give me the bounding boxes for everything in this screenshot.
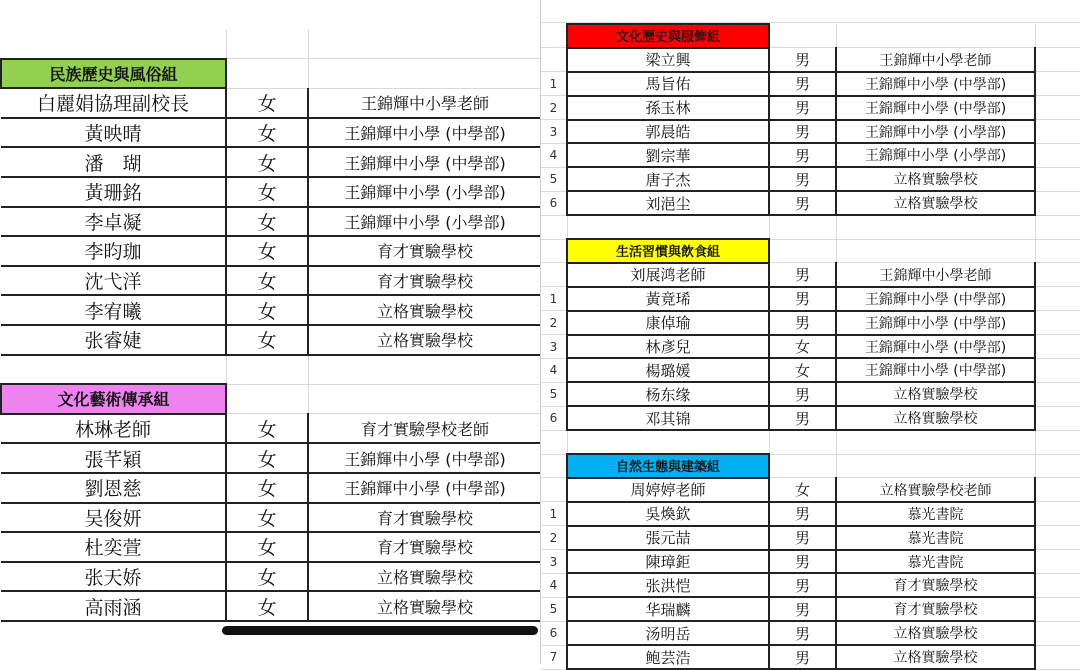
member-gender: 男 <box>769 406 836 430</box>
member-school: 立格實驗學校 <box>308 325 541 355</box>
row-index: 4 <box>541 573 567 597</box>
member-school: 王錦輝中小學 (中學部) <box>308 118 541 148</box>
table-row <box>541 502 1080 526</box>
member-school: 王錦輝中小學 (中學部) <box>836 358 1035 382</box>
table-row <box>541 573 1080 597</box>
member-name: 梁立興 <box>567 48 769 72</box>
member-gender: 女 <box>226 295 308 325</box>
row-index: 2 <box>541 526 567 550</box>
member-gender: 女 <box>226 266 308 296</box>
row-index: 6 <box>541 191 567 215</box>
row-index: 2 <box>541 96 567 120</box>
member-school: 立格實驗學校 <box>308 562 541 592</box>
member-school: 王錦輝中小學 (小學部) <box>836 120 1035 144</box>
member-school: 王錦輝中小學 (中學部) <box>836 311 1035 335</box>
table-row <box>1 147 541 177</box>
member-gender: 男 <box>769 645 836 669</box>
member-gender: 男 <box>769 143 836 167</box>
member-school: 立格實驗學校 <box>308 591 541 621</box>
table-row <box>541 48 1080 72</box>
group-title-arts-heritage: 文化藝術傳承組 <box>1 384 226 414</box>
member-gender: 男 <box>769 526 836 550</box>
member-school: 立格實驗學校 <box>836 382 1035 406</box>
member-name: 邓其锦 <box>567 406 769 430</box>
member-school: 王錦輝中小學老師 <box>308 88 541 118</box>
member-school: 王錦輝中小學 (中學部) <box>308 147 541 177</box>
member-school: 立格實驗學校老師 <box>836 478 1035 502</box>
member-gender: 女 <box>226 414 308 444</box>
table-row <box>541 382 1080 406</box>
table-row <box>541 143 1080 167</box>
member-name: 杜奕萱 <box>1 532 226 562</box>
member-gender: 女 <box>226 88 308 118</box>
table-row <box>541 263 1080 287</box>
member-gender: 男 <box>769 621 836 645</box>
table-row <box>1 266 541 296</box>
member-gender: 女 <box>226 147 308 177</box>
grid-row <box>1 30 541 59</box>
member-gender: 男 <box>769 120 836 144</box>
left-roster-body <box>1 30 541 621</box>
table-row <box>541 72 1080 96</box>
member-school: 立格實驗學校 <box>836 191 1035 215</box>
group-header-row <box>541 454 1080 478</box>
grid-row <box>541 430 1080 454</box>
member-school: 育才實驗學校老師 <box>308 414 541 444</box>
member-school: 王錦輝中小學 (中學部) <box>308 473 541 503</box>
table-row <box>1 503 541 533</box>
member-school: 育才實驗學校 <box>836 597 1035 621</box>
member-gender: 男 <box>769 550 836 574</box>
member-school: 育才實驗學校 <box>308 503 541 533</box>
member-gender: 男 <box>769 96 836 120</box>
member-name: 楊璐媛 <box>567 358 769 382</box>
group-header-row <box>1 59 541 89</box>
member-gender: 男 <box>769 263 836 287</box>
table-row <box>541 645 1080 669</box>
member-school: 王錦輝中小學 (小學部) <box>308 207 541 237</box>
table-row <box>541 96 1080 120</box>
row-index: 1 <box>541 502 567 526</box>
member-school: 王錦輝中小學 (中學部) <box>836 72 1035 96</box>
member-name: 劉宗華 <box>567 143 769 167</box>
member-name: 张睿婕 <box>1 325 226 355</box>
member-gender: 女 <box>226 236 308 266</box>
member-gender: 女 <box>769 335 836 359</box>
member-gender: 女 <box>226 562 308 592</box>
member-name: 杨东缘 <box>567 382 769 406</box>
table-row <box>541 311 1080 335</box>
table-row <box>1 118 541 148</box>
member-name: 孫玉林 <box>567 96 769 120</box>
right-roster-table <box>541 23 1080 670</box>
table-row <box>1 177 541 207</box>
group-header-row <box>541 24 1080 48</box>
row-index <box>541 263 567 287</box>
member-name: 吳煥欽 <box>567 502 769 526</box>
member-name: 陳璋鉅 <box>567 550 769 574</box>
member-name: 林琳老師 <box>1 414 226 444</box>
right-roster-body <box>541 24 1080 669</box>
member-gender: 女 <box>769 358 836 382</box>
table-row <box>541 621 1080 645</box>
member-school: 王錦輝中小學 (小學部) <box>308 177 541 207</box>
member-school: 慕光書院 <box>836 550 1035 574</box>
grid-line <box>541 0 1080 23</box>
member-gender: 女 <box>226 591 308 621</box>
table-row <box>1 473 541 503</box>
member-school: 育才實驗學校 <box>836 573 1035 597</box>
member-school: 育才實驗學校 <box>308 532 541 562</box>
member-gender: 男 <box>769 48 836 72</box>
member-name: 郭晨皓 <box>567 120 769 144</box>
table-row <box>1 414 541 444</box>
member-name: 唐子杰 <box>567 167 769 191</box>
member-school: 王錦輝中小學 (中學部) <box>836 335 1035 359</box>
row-index: 5 <box>541 167 567 191</box>
group-header-row <box>1 384 541 414</box>
member-name: 康倬瑜 <box>567 311 769 335</box>
member-school: 立格實驗學校 <box>836 167 1035 191</box>
table-row <box>541 478 1080 502</box>
member-gender: 女 <box>226 503 308 533</box>
member-name: 汤明岳 <box>567 621 769 645</box>
member-school: 王錦輝中小學 (中學部) <box>308 443 541 473</box>
table-row <box>541 406 1080 430</box>
group-header-row <box>541 239 1080 263</box>
member-gender: 男 <box>769 502 836 526</box>
member-school: 慕光書院 <box>836 502 1035 526</box>
member-name: 周婷婷老師 <box>567 478 769 502</box>
table-row <box>1 207 541 237</box>
member-name: 黃珊銘 <box>1 177 226 207</box>
member-name: 白麗娟協理副校長 <box>1 88 226 118</box>
member-name: 张洪恺 <box>567 573 769 597</box>
row-index: 3 <box>541 120 567 144</box>
member-gender: 男 <box>769 191 836 215</box>
table-row <box>1 443 541 473</box>
table-row <box>541 526 1080 550</box>
member-name: 华瑞麟 <box>567 597 769 621</box>
member-name: 高雨涵 <box>1 591 226 621</box>
row-index <box>541 48 567 72</box>
member-school: 立格實驗學校 <box>836 645 1035 669</box>
member-school: 王錦輝中小學老師 <box>836 263 1035 287</box>
member-gender: 女 <box>226 207 308 237</box>
member-gender: 男 <box>769 72 836 96</box>
row-index: 1 <box>541 72 567 96</box>
left-roster-table <box>0 30 541 622</box>
row-index: 7 <box>541 645 567 669</box>
member-school: 立格實驗學校 <box>836 406 1035 430</box>
row-index: 5 <box>541 597 567 621</box>
member-name: 李宥曦 <box>1 295 226 325</box>
table-row <box>541 167 1080 191</box>
member-name: 张天娇 <box>1 562 226 592</box>
member-name: 張芊穎 <box>1 443 226 473</box>
grid-row <box>541 215 1080 239</box>
horizontal-scrollbar[interactable] <box>222 626 538 635</box>
member-gender: 女 <box>226 177 308 207</box>
member-name: 張元喆 <box>567 526 769 550</box>
table-row <box>541 120 1080 144</box>
member-gender: 男 <box>769 597 836 621</box>
table-row <box>1 236 541 266</box>
member-name: 沈弋洋 <box>1 266 226 296</box>
member-gender: 男 <box>769 167 836 191</box>
member-name: 李昀珈 <box>1 236 226 266</box>
member-name: 黃映晴 <box>1 118 226 148</box>
group-title-ecology-architecture: 自然生態與建築組 <box>567 454 769 478</box>
table-row <box>1 562 541 592</box>
group-title-ethnic-history: 民族歷史與風俗組 <box>1 59 226 89</box>
table-row <box>541 550 1080 574</box>
table-row <box>541 287 1080 311</box>
member-gender: 女 <box>226 325 308 355</box>
member-school: 立格實驗學校 <box>308 295 541 325</box>
member-name: 李卓凝 <box>1 207 226 237</box>
member-gender: 男 <box>769 573 836 597</box>
grid-row <box>1 355 541 385</box>
member-school: 育才實驗學校 <box>308 266 541 296</box>
member-gender: 女 <box>226 118 308 148</box>
member-school: 育才實驗學校 <box>308 236 541 266</box>
member-name: 刘浥尘 <box>567 191 769 215</box>
member-school: 慕光書院 <box>836 526 1035 550</box>
member-gender: 男 <box>769 311 836 335</box>
member-name: 馬旨佑 <box>567 72 769 96</box>
member-gender: 女 <box>226 532 308 562</box>
member-name: 黃竟琋 <box>567 287 769 311</box>
table-row <box>541 191 1080 215</box>
member-name: 潘 瑚 <box>1 147 226 177</box>
table-row <box>1 295 541 325</box>
group-title-lifestyle-diet: 生活習慣與飲食組 <box>567 239 769 263</box>
table-row <box>541 358 1080 382</box>
member-school: 王錦輝中小學老師 <box>836 48 1035 72</box>
member-school: 王錦輝中小學 (小學部) <box>836 143 1035 167</box>
table-row <box>541 597 1080 621</box>
member-name: 刘展鸿老師 <box>567 263 769 287</box>
row-index: 4 <box>541 358 567 382</box>
row-index: 3 <box>541 335 567 359</box>
member-gender: 女 <box>226 443 308 473</box>
member-school: 王錦輝中小學 (中學部) <box>836 96 1035 120</box>
member-name: 劉恩慈 <box>1 473 226 503</box>
row-index <box>541 478 567 502</box>
table-row <box>1 325 541 355</box>
member-gender: 男 <box>769 382 836 406</box>
right-sheet <box>540 0 1080 667</box>
table-row <box>1 591 541 621</box>
row-index: 2 <box>541 311 567 335</box>
member-school: 立格實驗學校 <box>836 621 1035 645</box>
member-school: 王錦輝中小學 (中學部) <box>836 287 1035 311</box>
table-row <box>1 532 541 562</box>
row-index: 6 <box>541 406 567 430</box>
member-gender: 女 <box>769 478 836 502</box>
member-name: 吴俊妍 <box>1 503 226 533</box>
member-name: 林彥兒 <box>567 335 769 359</box>
row-index: 5 <box>541 382 567 406</box>
member-name: 鲍芸浩 <box>567 645 769 669</box>
table-row <box>541 335 1080 359</box>
member-gender: 女 <box>226 473 308 503</box>
row-index: 1 <box>541 287 567 311</box>
row-index: 6 <box>541 621 567 645</box>
row-index: 3 <box>541 550 567 574</box>
left-sheet <box>0 0 540 664</box>
table-row <box>1 88 541 118</box>
group-title-culture-costume: 文化歷史與服飾組 <box>567 24 769 48</box>
member-gender: 男 <box>769 287 836 311</box>
row-index: 4 <box>541 143 567 167</box>
